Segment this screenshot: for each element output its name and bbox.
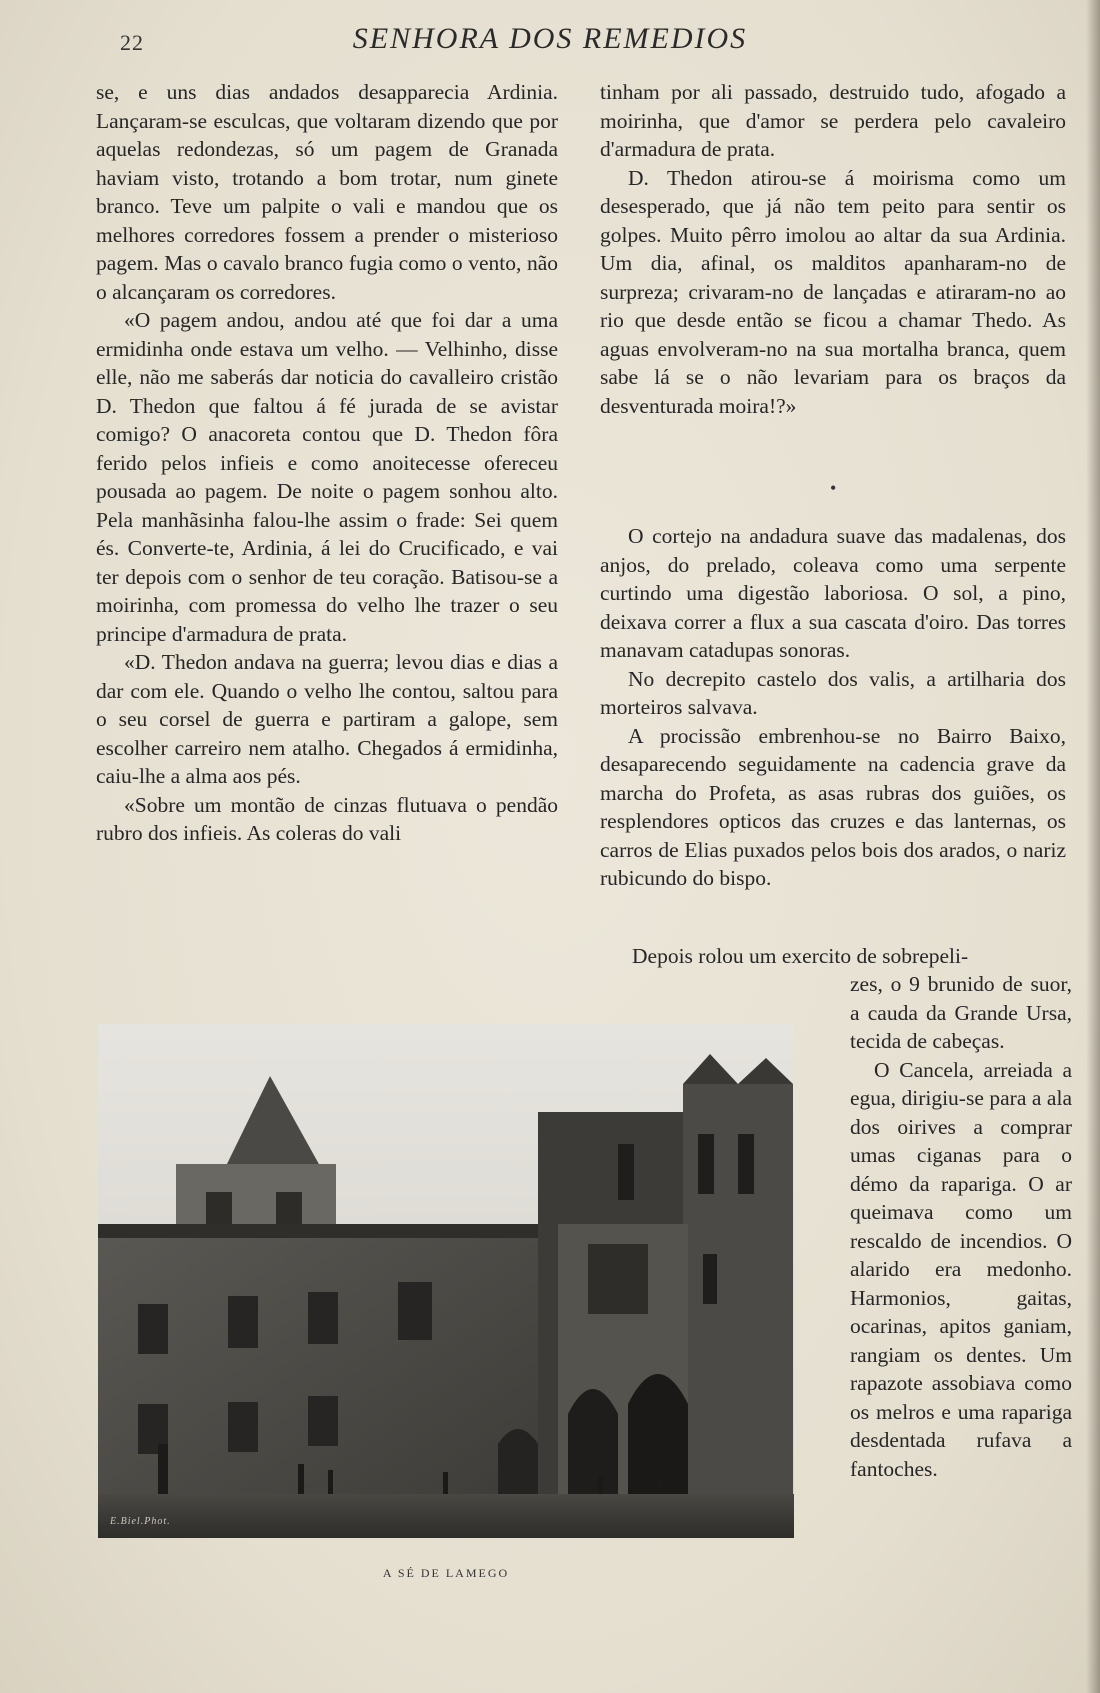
paragraph-lead-line [600, 942, 1066, 971]
paragraph: Depois rolou um exercito de sobrepeli- [632, 944, 969, 968]
running-head: SENHORA DOS REMEDIOS [352, 22, 748, 55]
page-edge-shadow [1086, 0, 1100, 1693]
right-column-middle [600, 522, 1066, 893]
paragraph: A procissão embrenhou-se no Bairro Baixo, desaparecendo seguidamente na cadencia grave da marcha do Profeta, as asas rubras dos guiões, os resplendores opticos das cruzes e das lanternas, os carros de Elias puxados pelos bois dos arados, o nariz rubicundo do bispo. [600, 723, 1066, 890]
photographer-mark: E.Biel.Phot. [110, 1516, 171, 1527]
right-column-top [600, 78, 1066, 420]
paragraph: «O pagem andou, andou até que foi dar a uma ermidinha onde estava um velho. — Velhinho, disse elle, não me saberás dar noticia do cavalleiro cristão D. Thedon que faltou á fé jurada de se avistar comigo? O anacoreta contou que D. Thedon fôra ferido pelos infieis e como anoitecesse ofereceu pousada ao pagem. De noite o pagem sonhou alto. Pela manhãsinha falou-lhe assim o frade: Sei quem és. Converte-te, Ardinia, á lei do Crucificado, e vai ter depois com o senhor de teu coração. Batisou-se a moirinha, com promessa do velho lhe trazer o seu principe d'armadura de prata. [96, 308, 558, 646]
cathedral-photograph [98, 1024, 794, 1538]
right-column-narrow [850, 970, 1072, 1483]
paragraph: No decrepito castelo dos valis, a artilharia dos morteiros salvava. [600, 666, 1066, 719]
page-number: 22 [120, 30, 144, 55]
paragraph: se, e uns dias andados desapparecia Ardinia. Lançaram-se esculcas, que voltaram dizendo que por aquelas redondezas, só um pagem de Granada haviam visto, trotando a bom trotar, num ginete branco. Teve um palpite o vali e mandou que os melhores corredores fossem a prender o misterioso pagem. Mas o cavalo branco fugia como o vento, não o alcançaram os corredores. [96, 80, 558, 304]
paragraph: D. Thedon atirou-se á moirisma como um desesperado, que já não tem peito para sentir os golpes. Muito pêrro imolou ao altar da sua Ardinia. Um dia, afinal, os malditos apanharam-no de surpreza; crivaram-no de lançadas e atiraram-no ao rio que desde então se ficou a chamar Thedo. As aguas envolveram-no na sua mortalha branca, quem sabe lá se o não levariam para os braços da desventurada moira!?» [600, 165, 1066, 418]
section-separator: • [830, 478, 837, 498]
cathedral-illustration [98, 1024, 794, 1538]
paragraph: «Sobre um montão de cinzas flutuava o pendão rubro dos infieis. As coleras do vali [96, 792, 558, 845]
figure-caption: A SÉ DE LAMEGO [382, 1566, 510, 1580]
paragraph: tinham por ali passado, destruido tudo, afogado a moirinha, que d'amor se perdera pelo cavaleiro d'armadura de prata. [600, 80, 1066, 161]
paragraph: zes, o 9 brunido de suor, a cauda da Grande Ursa, tecida de cabeças. [850, 972, 1072, 1053]
paragraph: O cortejo na andadura suave das madalenas, dos anjos, do prelado, coleava como uma serpente curtindo uma digestão laboriosa. O sol, a pino, deixava correr a flux a sua cascata d'oiro. Das torres manavam catadupas sonoras. [600, 524, 1066, 662]
paragraph: O Cancela, arreiada a egua, dirigiu-se para a ala dos oirives a comprar umas ciganas para o démo da rapariga. O ar queimava como um rescaldo de incendios. O alarido era medonho. Harmonios, gaitas, ocarinas, apitos ganiam, rangiam os dentes. Um rapazote assobiava como os melros e uma rapariga desdentada rufava a fantoches. [850, 1057, 1072, 1481]
left-column [96, 78, 558, 848]
paragraph: «D. Thedon andava na guerra; levou dias e dias a dar com ele. Quando o velho lhe contou, saltou para o seu corsel de guerra e partiram a galope, sem escolher carreiro nem atalho. Chegados á ermidinha, caiu-lhe a alma aos pés. [96, 650, 558, 788]
